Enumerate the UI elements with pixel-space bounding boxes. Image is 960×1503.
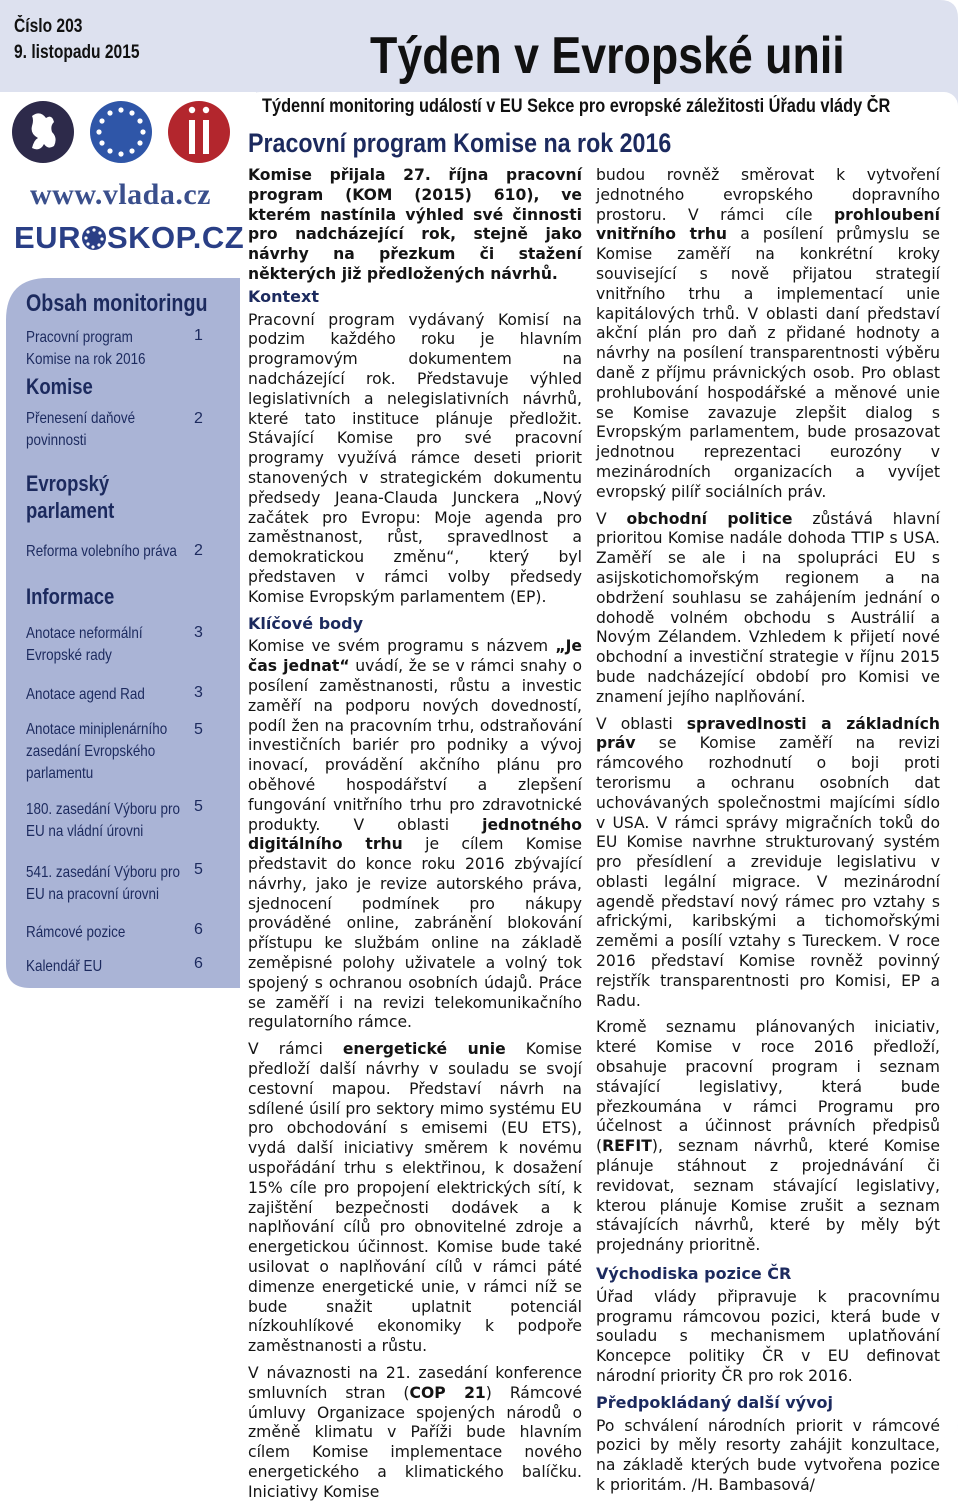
toc-item-committee-180[interactable]: 180. zasedání Výboru pro EU na vládní úrovni	[26, 801, 180, 840]
toc-title: Obsah monitoringu	[26, 290, 208, 317]
newsletter-title: Týden v Evropské unii	[370, 27, 845, 85]
logo-row	[10, 98, 240, 168]
heading-czech-position: Východiska pozice ČR	[596, 1264, 792, 1284]
heading-key-points: Klíčové body	[248, 613, 364, 633]
toc-item-council-agendas[interactable]: Anotace agend Rad	[26, 686, 145, 703]
paragraph-czech-position: Úřad vlády připravuje k pracovnímu programu rámcovou pozici, která bude v souladu s mechanismem uplatňování Koncepce politiky ČR v EU definovat národní priority ČR pro rok 2016.	[596, 1287, 940, 1386]
toc-item-eu-calendar[interactable]: Kalendář EU	[26, 958, 103, 975]
toc-item-work-programme[interactable]: Pracovní program Komise na rok 2016	[26, 329, 146, 368]
newsletter-subtitle: Týdenní monitoring událostí v EU Sekce pro evropské záležitosti Úřadu vlády ČR	[262, 96, 891, 117]
euroskop-link[interactable]	[14, 220, 244, 256]
paragraph-internal-market: budou rovněž směrovat k vytvoření jednotného evropského dopravního prostoru. V rámci cíle prohloubení vnitřního trhu a posílení průmyslu se Komise zaměří na konkrétní kroky související s nově přijatou strategií vnitřního trhu a implementací unie kapitálových trhů. V oblasti daní představí akční plán pro daň z přidané hodnoty a návrhy na posílení transparentnosti výběru daně z příjmu právnických osob. Pro oblast prohlubování hospodářské a měnové unie se Komise zavazuje zlepšit dialog s Evropským parlamentem, bude prosazovat jednotnou reprezentaci eurozóny v mezinárodních organizacích a vyvíjet evropský pilíř sociálních práv.	[596, 166, 940, 501]
article-title: Pracovní program Komise na rok 2016	[248, 128, 672, 158]
toc-page: 6	[194, 955, 203, 972]
paragraph-cop21: V návaznosti na 21. zasedání konference smluvních stran (COP 21) Rámcové úmluvy Organizace spojených národů o změně klimatu v Paříži bude hlavním cílem Komise implementace nového energetického a klimatického balíčku. Iniciativy Komise	[248, 1364, 582, 1501]
government-emblem-icon	[168, 101, 230, 163]
paragraph-refit: Kromě seznamu plánovaných iniciativ, které Komise v roce 2016 předloží, obsahuje pracovní program i seznam stávající legislativy, která bude přezkoumána v rámci Programu pro účelnost a účinnost právních předpisů (REFIT), seznam návrhů, které Komise plánuje stáhnout z projednávání či revidovat, seznam stávající legislativy, kterou plánuje Komise zrušit a seznam stávajících návrhů, které by měly být projednány prioritně.	[596, 1018, 940, 1255]
euroskop-text-a: EUR	[14, 220, 81, 255]
toc-item-electoral-reform[interactable]: Reforma volebního práva	[26, 543, 177, 560]
article-column-2	[596, 166, 940, 1496]
toc-page: 5	[194, 798, 203, 815]
toc-page: 5	[194, 861, 203, 878]
czech-lion-emblem-icon	[12, 101, 74, 163]
paragraph-trade-policy: V obchodní politice zůstává hlavní prioritou Komise nadále dohoda TTIP s USA. Zaměří se ale i na spolupráci EU s asijskotichomořským regionem a na obdržení souhlasu se zahájením jednání o dohodě volném obchodu s Austrálií a Novým Zélandem. Vzhledem k přijetí nové obchodní a investiční strategie v říjnu 2015 bude nadcházející období pro Komisi ve znamení jejího naplňování.	[596, 509, 940, 706]
toc-page: 3	[194, 684, 203, 701]
toc-section-informace: Informace	[26, 584, 115, 609]
toc-item-european-council[interactable]: Anotace neformální Evropské rady	[26, 625, 143, 664]
euroskop-star-icon	[81, 225, 107, 251]
eu-flag-icon	[90, 101, 152, 163]
toc-page: 3	[194, 624, 203, 641]
article-column-1	[248, 166, 582, 1503]
toc-page: 2	[194, 410, 203, 427]
issue-number: Číslo 203	[14, 16, 83, 37]
toc-section-parliament: Evropský parlament	[26, 471, 115, 523]
toc-page: 5	[194, 721, 203, 738]
toc-page: 2	[194, 542, 203, 559]
issue-info	[14, 14, 140, 66]
toc-section-komise: Komise	[26, 374, 93, 399]
euroskop-text-b: SKOP.CZ	[106, 220, 245, 255]
heading-kontext: Kontext	[248, 286, 319, 306]
paragraph-next-steps: Po schválení národních priorit v rámcové pozici by měly resorty zahájit konzultace, na základě kterých bude vytvořena pozice k prioritám. /H. Bambasová/	[596, 1416, 940, 1494]
toc-page: 1	[194, 327, 203, 344]
issue-date: 9. listopadu 2015	[14, 42, 140, 63]
paragraph-energy-union: V rámci energetické unie Komise předloží další návrhy v souladu se svojí cestovní mapou. Představí návrh na sdílené úsilí pro sektory mimo systému EU pro obchodování s emisemi (EU ETS), vydá další iniciativy směrem k novému uspořádání trhu s elektřinou, k dosažení 15% cíle pro propojení elektrických sítí, k zajištění bezpečnosti dodávek a k naplňování cílů pro obnovitelné zdroje a energetickou účinnost. Komise bude také usilovat o naplňování cílů v rámci páté dimenze energetické unie, v rámci níž se bude snažit uplatnit potenciál nízkouhlíkové ekonomiky k podpoře zaměstnanosti a růstu.	[248, 1040, 583, 1356]
paragraph-key-points-1: Komise ve svém programu s názvem „Je čas jednat“ uvádí, že se v rámci snahy o posílení zaměstnanosti, růstu a investic zaměří na podporu nových dovedností, podíl žen na pracovním trhu, odstraňování investičních bariér pro podniky a vývoj inovací, provádění akčního plánu pro oběhové hospodářství a zlepšení fungování vnitřního trhu pro zdravotnické produkty. V oblasti jednotného digitálního trhu je cílem Komise představit do konce roku 2016 zbývající návrhy, jako je revize autorského práva, sjednocení podmínek pro nákupy prováděné online, zabránění blokování přístupu ke službám online na základě zeměpisné polohy uživatele a volný tok spojený s ochranou osobních údajů. Práce se zaměří i na revizi telekomunikačního regulatorního rámce.	[248, 637, 583, 1032]
paragraph-kontext: Pracovní program vydávaný Komisí na podzim každého roku je hlavním programovým dokumentem na nadcházející rok. Představuje výhled legislativních a nelegislativních návrhů, které tato instituce plánuje předložit. Stávající Komise pro své pracovní programy využívá rámce deseti priorit stanovených v strategickém dokumentu předsedy Jeana-Clauda Junckera „Nový začátek pro Evropu: Moje agenda pro zaměstnanost, růst, spravedlnost a demokratickou změnu“, který byl představen v rámci volby předsedy Komise Evropským parlamentem (EP).	[248, 310, 582, 606]
toc-item-reverse-charge[interactable]: Přenesení daňové povinnosti	[26, 410, 136, 449]
toc-item-miniplenary[interactable]: Anotace miniplenárního zasedání Evropského parlamentu	[26, 721, 168, 782]
paragraph-justice: V oblasti spravedlnosti a základních práv se Komise zaměří na revizi rámcového rozhodnutí o boji proti terorismu a ochranu osobních dat uchovávaných společnostmi majícími sídlo v USA. V rámci správy migračních toků do EU Komise navrhne strukturovaný systém pro přesídlení a zreviduje legislativu v oblasti legální migrace. V mezinárodní agendě představí nový rámec pro vztahy s africkými, karibskými a tichomořskými zeměmi a posílí vztahy s Tureckem. V roce 2016 představí Komise rovněž povinný rejstřík transparentnosti pro Komisi, EP a Radu.	[596, 714, 940, 1010]
article-lead: Komise přijala 27. října pracovní program (KOM (2015) 610), ve kterém nastínila výhled své činnosti pro nadcházející rok, stejně jako návrhy na přezkum či stažení některých již předložených návrhů.	[248, 166, 582, 283]
toc-item-committee-541[interactable]: 541. zasedání Výboru pro EU na pracovní úrovni	[26, 864, 180, 903]
toc-page: 6	[194, 921, 203, 938]
vlada-link[interactable]: www.vlada.cz	[30, 178, 211, 211]
toc-item-framework-positions[interactable]: Rámcové pozice	[26, 924, 126, 941]
heading-next-steps: Předpokládaný další vývoj	[596, 1392, 834, 1412]
